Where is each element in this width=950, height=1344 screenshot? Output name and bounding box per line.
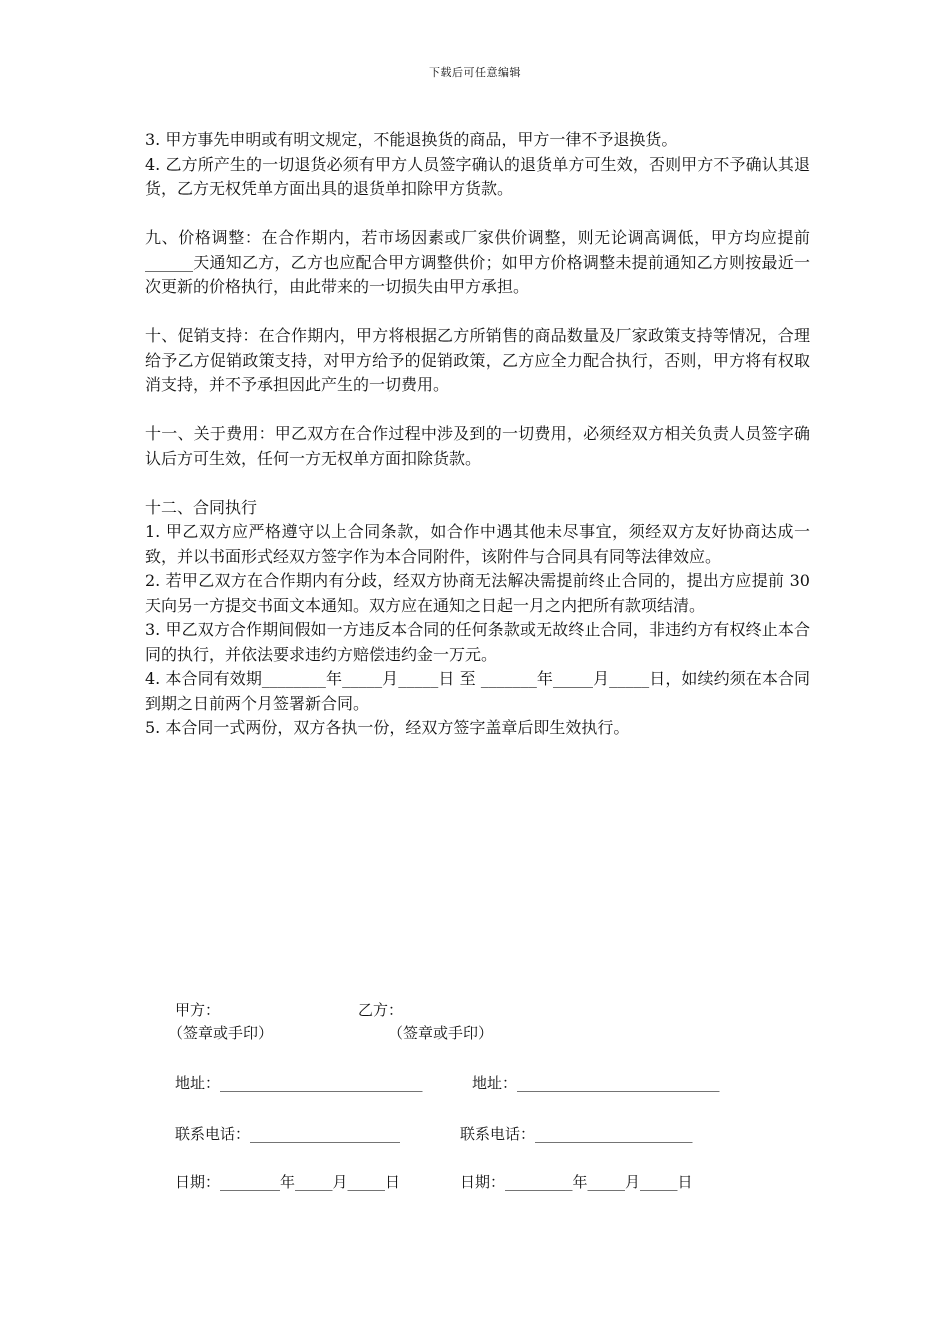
clause-8-4: 4. 乙方所产生的一切退货必须有甲方人员签字确认的退货单方可生效，否则甲方不予确认其退货，乙方无权凭单方面出具的退货单扣除甲方货款。 <box>145 154 810 198</box>
clause-12-title: 十二、合同执行 <box>145 497 258 517</box>
clause-12-2: 2. 若甲乙双方在合作期内有分歧，经双方协商无法解决需提前终止合同的，提出方应提前 30 天向另一方提交书面文本通知。双方应在通知之日起一月之内把所有款项结清。 <box>145 571 810 615</box>
clause-11-fees: 十一、关于费用：甲乙双方在合作过程中涉及到的一切费用，必须经双方相关负责人员签字确认后方可生效，任何一方无权单方面扣除货款。 <box>145 424 810 468</box>
party-a-address: 地址：___________________________ <box>175 1074 423 1092</box>
party-b-phone: 联系电话：_____________________ <box>460 1125 693 1143</box>
party-a-label: 甲方： <box>175 1001 221 1019</box>
party-b-address: 地址：___________________________ <box>472 1074 720 1092</box>
paragraph-gap <box>145 471 810 496</box>
clause-12-1: 1. 甲乙双方应严格遵守以上合同条款，如合作中遇其他未尽事宜，须经双方友好协商达成一致，并以书面形式经双方签字作为本合同附件，该附件与合同具有同等法律效应。 <box>145 522 810 566</box>
clause-12-3: 3. 甲乙双方合作期间假如一方违反本合同的任何条款或无故终止合同，非违约方有权终止本合同的执行，并依法要求违约方赔偿违约金一万元。 <box>145 620 810 664</box>
clause-8-3: 3. 甲方事先申明或有明文规定，不能退换货的商品，甲方一律不予退换货。 <box>145 130 678 149</box>
party-b-seal: （签章或手印） <box>388 1024 494 1042</box>
page-header: 下载后可任意编辑 <box>429 66 521 79</box>
party-a-date: 日期：________年_____月_____日 <box>175 1173 401 1191</box>
clause-9-price-adjustment: 九、价格调整：在合作期内，若市场因素或厂家供价调整，则无论调高调低，甲方均应提前______天通知乙方，乙方也应配合甲方调整供价；如甲方价格调整未提前通知乙方则按最近一次更新的价格执行，由此带来的一切损失由甲方承担。 <box>145 228 810 296</box>
clause-12-5: 5. 本合同一式两份，双方各执一份，经双方签字盖章后即生效执行。 <box>145 718 630 737</box>
party-b-date: 日期：_________年_____月_____日 <box>460 1173 693 1191</box>
party-a-seal: （签章或手印） <box>168 1024 274 1042</box>
contract-body <box>145 128 810 741</box>
clause-10-promotion-support: 十、促销支持：在合作期内，甲方将根据乙方所销售的商品数量及厂家政策支持等情况，合理给予乙方促销政策支持，对甲方给予的促销政策，乙方应全力配合执行，否则，甲方将有权取消支持，并不予承担因此产生的一切费用。 <box>145 326 810 394</box>
clause-12-4: 4. 本合同有效期________年_____月_____日 至 _______年_____月_____日，如续约须在本合同到期之日前两个月签署新合同。 <box>145 669 810 713</box>
party-b-label: 乙方： <box>358 1001 404 1019</box>
party-a-phone: 联系电话：____________________ <box>175 1125 401 1143</box>
paragraph-gap <box>145 398 810 423</box>
paragraph-gap <box>145 300 810 325</box>
paragraph-gap <box>145 202 810 227</box>
